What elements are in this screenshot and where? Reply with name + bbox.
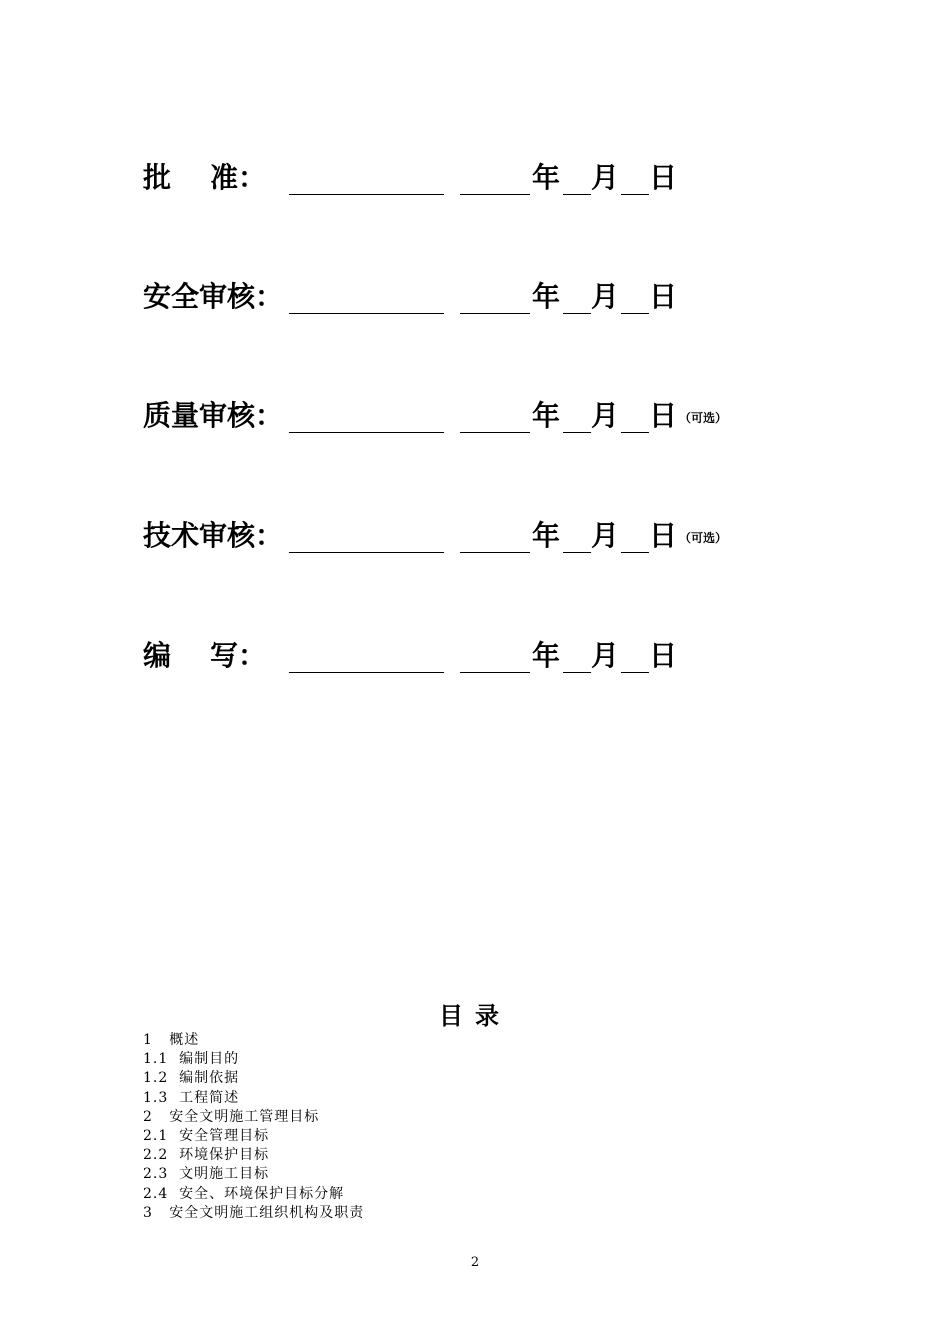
month-blank-line[interactable] <box>563 279 591 314</box>
toc-item[interactable]: 2 安全文明施工管理目标 <box>143 1108 320 1125</box>
name-blank-line[interactable] <box>289 160 444 195</box>
day-label: 日 <box>649 161 678 194</box>
day-blank-line[interactable] <box>621 518 649 553</box>
month-label: 月 <box>591 161 620 194</box>
month-blank-line[interactable] <box>563 638 591 673</box>
day-label: 日 <box>649 639 678 672</box>
year-label: 年 <box>532 519 561 552</box>
toc-title: 目录 <box>439 1001 511 1030</box>
month-label: 月 <box>591 280 620 313</box>
signature-label: 批 准： <box>143 161 266 194</box>
year-label: 年 <box>532 280 561 313</box>
day-label: 日 <box>649 280 678 313</box>
year-blank-line[interactable] <box>460 279 530 314</box>
signature-label: 技术审核： <box>143 519 284 552</box>
toc-item[interactable]: 1 概述 <box>143 1032 200 1048</box>
name-blank-line[interactable] <box>289 518 444 553</box>
month-label: 月 <box>591 639 620 672</box>
day-label: 日 <box>649 519 678 552</box>
toc-item[interactable]: 2.2 环境保护目标 <box>143 1147 270 1164</box>
signature-row-safety-review <box>143 279 843 315</box>
optional-note: （可选） <box>679 531 728 545</box>
signature-row-author <box>143 638 843 674</box>
year-label: 年 <box>532 399 561 432</box>
toc-list <box>143 1031 364 1223</box>
year-blank-line[interactable] <box>460 160 530 195</box>
signature-row-approve <box>143 160 843 196</box>
signature-label: 质量审核： <box>143 399 284 432</box>
signature-label: 编 写： <box>143 639 266 672</box>
toc-item[interactable]: 1.2 编制依据 <box>143 1070 240 1087</box>
toc-item[interactable]: 3 安全文明施工组织机构及职责 <box>143 1204 365 1221</box>
signature-label: 安全审核： <box>143 280 284 313</box>
toc-item[interactable]: 2.4 安全、环境保护目标分解 <box>143 1185 345 1202</box>
toc-item[interactable]: 1.3 工程简述 <box>143 1089 240 1106</box>
day-label: 日 <box>649 399 678 432</box>
toc-item[interactable]: 2.3 文明施工目标 <box>143 1166 270 1183</box>
month-blank-line[interactable] <box>563 160 591 195</box>
name-blank-line[interactable] <box>289 398 444 433</box>
month-label: 月 <box>591 399 620 432</box>
signature-row-technical-review <box>143 518 843 554</box>
year-label: 年 <box>532 161 561 194</box>
signature-row-quality-review <box>143 398 843 434</box>
day-blank-line[interactable] <box>621 638 649 673</box>
year-label: 年 <box>532 639 561 672</box>
page-number: 2 <box>470 1255 480 1270</box>
day-blank-line[interactable] <box>621 398 649 433</box>
year-blank-line[interactable] <box>460 518 530 553</box>
year-blank-line[interactable] <box>460 398 530 433</box>
toc-item[interactable]: 2.1 安全管理目标 <box>143 1128 270 1145</box>
toc-item[interactable]: 1.1 编制目的 <box>143 1051 240 1068</box>
month-blank-line[interactable] <box>563 518 591 553</box>
optional-note: （可选） <box>679 411 728 425</box>
month-blank-line[interactable] <box>563 398 591 433</box>
year-blank-line[interactable] <box>460 638 530 673</box>
name-blank-line[interactable] <box>289 638 444 673</box>
name-blank-line[interactable] <box>289 279 444 314</box>
month-label: 月 <box>591 519 620 552</box>
day-blank-line[interactable] <box>621 160 649 195</box>
day-blank-line[interactable] <box>621 279 649 314</box>
